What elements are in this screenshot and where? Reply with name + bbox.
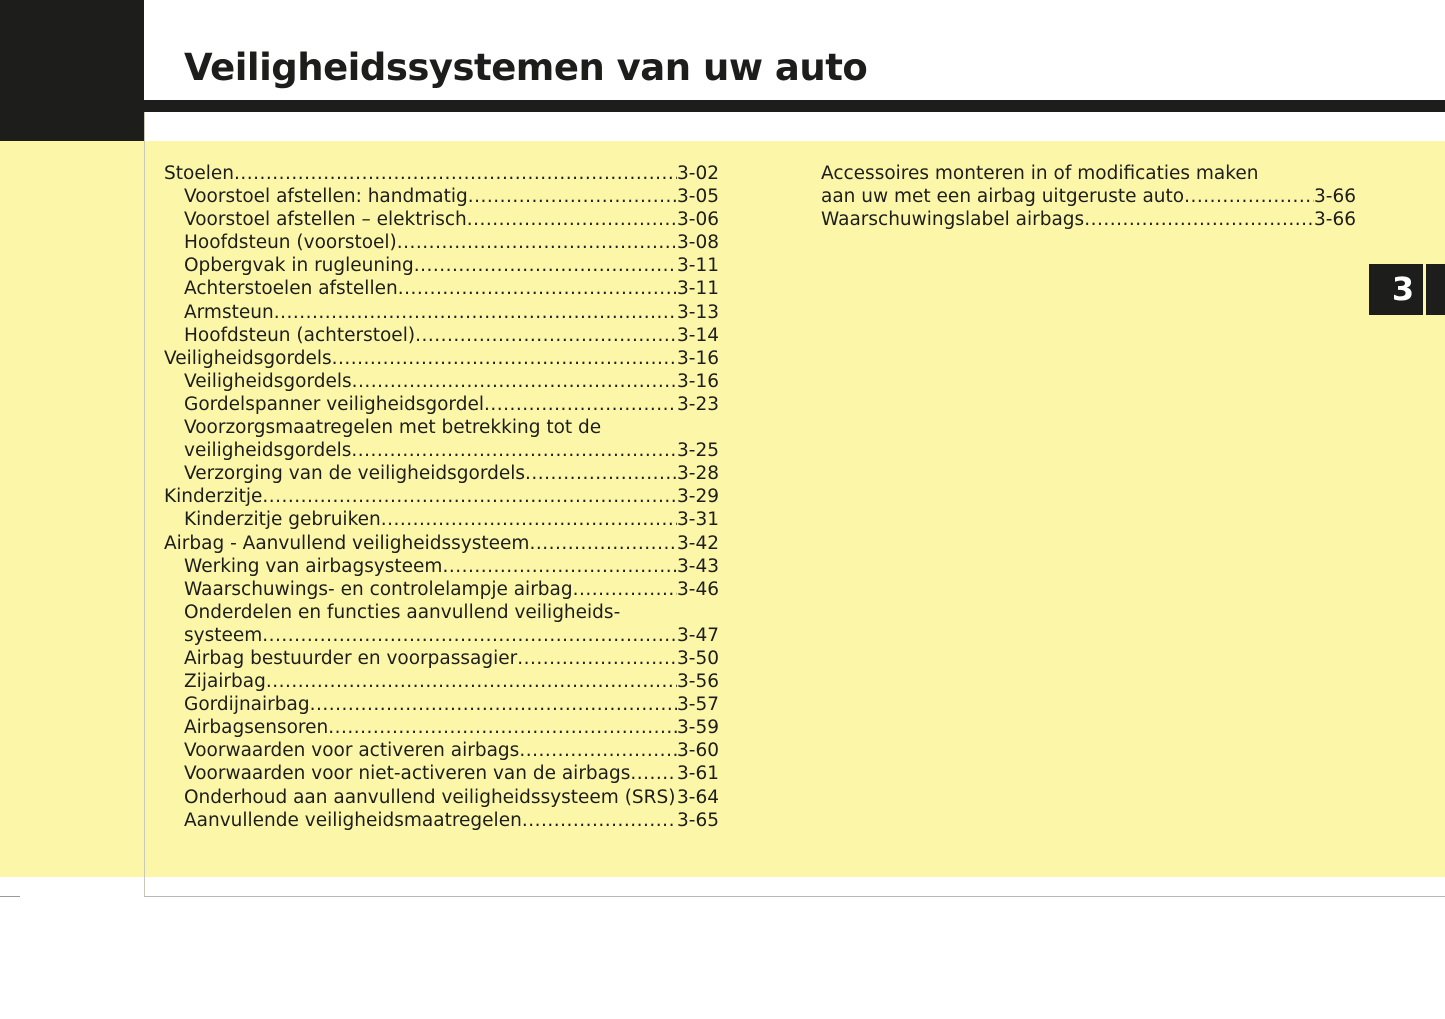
toc-entry[interactable] bbox=[164, 555, 719, 578]
toc-entry-title: Veiligheidsgordels bbox=[184, 370, 352, 392]
toc-entry-page: 3-23 bbox=[677, 393, 719, 415]
toc-entry[interactable] bbox=[164, 162, 719, 185]
toc-entry-title: veiligheidsgordels bbox=[184, 440, 352, 462]
toc-entry-page: 3-06 bbox=[677, 209, 719, 231]
toc-entry-title: Voorwaarden voor niet-activeren van de airbags bbox=[184, 763, 631, 785]
toc-column-left bbox=[164, 162, 719, 832]
toc-leader-dots bbox=[332, 347, 677, 370]
toc-entry-title: Voorstoel afstellen – elektrisch bbox=[184, 209, 467, 231]
toc-entry-page: 3-16 bbox=[677, 347, 719, 369]
toc-entry-page: 3-05 bbox=[677, 186, 719, 208]
toc-entry-page: 3-64 bbox=[677, 786, 719, 808]
toc-entry-page: 3-46 bbox=[677, 578, 719, 600]
toc-leader-dots bbox=[484, 393, 677, 416]
toc-leader-dots bbox=[1184, 185, 1314, 208]
toc-entry-title: Gordijnairbag bbox=[184, 694, 310, 716]
toc-entry-title: Verzorging van de veiligheidsgordels bbox=[184, 463, 526, 485]
toc-entry-title: Airbagsensoren bbox=[184, 717, 329, 739]
toc-entry[interactable] bbox=[164, 277, 719, 300]
chapter-tab-notch bbox=[1423, 264, 1426, 315]
toc-leader-dots bbox=[274, 301, 677, 324]
toc-leader-dots bbox=[519, 739, 677, 762]
toc-entry-title: Onderhoud aan aanvullend veiligheidssysteem (SRS) bbox=[184, 786, 676, 808]
toc-leader-dots bbox=[442, 555, 677, 578]
toc-leader-dots bbox=[415, 324, 677, 347]
bottom-rule bbox=[144, 896, 1445, 897]
toc-entry-page: 3-57 bbox=[677, 694, 719, 716]
toc-leader-dots bbox=[262, 624, 677, 647]
toc-entry-title: Armsteun bbox=[184, 301, 274, 323]
toc-entry[interactable] bbox=[164, 508, 719, 531]
toc-entry-page: 3-59 bbox=[677, 717, 719, 739]
toc-entry-page: 3-65 bbox=[677, 809, 719, 831]
toc-entry-title: Waarschuwingslabel airbags bbox=[821, 209, 1085, 231]
toc-entry-page: 3-31 bbox=[677, 509, 719, 531]
toc-entry-title: Hoofdsteun (achterstoel) bbox=[184, 324, 416, 346]
toc-leader-dots bbox=[1084, 208, 1314, 231]
toc-entry-title: aan uw met een airbag uitgeruste auto bbox=[821, 186, 1185, 208]
toc-leader-dots bbox=[310, 693, 677, 716]
toc-entry-title: Werking van airbagsysteem bbox=[184, 555, 443, 577]
toc-entry-page: 3-25 bbox=[677, 440, 719, 462]
corner-block bbox=[0, 0, 144, 141]
toc-leader-dots bbox=[328, 716, 677, 739]
toc-entry[interactable] bbox=[164, 670, 719, 693]
toc-entry-line: Onderdelen en functies aanvullend veiligheids- bbox=[184, 601, 621, 623]
toc-leader-dots bbox=[262, 485, 677, 508]
toc-entry[interactable] bbox=[164, 370, 719, 393]
toc-leader-dots bbox=[234, 162, 677, 185]
toc-entry-page: 3-28 bbox=[677, 463, 719, 485]
toc-entry-page: 3-11 bbox=[677, 255, 719, 277]
toc-entry[interactable] bbox=[164, 809, 719, 832]
toc-entry[interactable] bbox=[164, 647, 719, 670]
toc-entry-page: 3-14 bbox=[677, 324, 719, 346]
toc-entry-page: 3-02 bbox=[677, 163, 719, 184]
toc-entry-page: 3-43 bbox=[677, 555, 719, 577]
toc-entry[interactable] bbox=[164, 786, 719, 809]
toc-entry-page: 3-60 bbox=[677, 740, 719, 762]
left-margin-band bbox=[0, 141, 144, 877]
toc-entry-line: Accessoires monteren in of modificaties maken bbox=[821, 163, 1259, 184]
header-rule bbox=[144, 100, 1445, 112]
toc-entry-title: Kinderzitje gebruiken bbox=[184, 509, 381, 531]
toc-entry-page: 3-08 bbox=[677, 232, 719, 254]
toc-leader-dots bbox=[381, 508, 677, 531]
toc-leader-dots bbox=[468, 185, 677, 208]
toc-entry[interactable] bbox=[164, 231, 719, 254]
toc-entry[interactable] bbox=[164, 301, 719, 324]
toc-entry-title: Voorwaarden voor activeren airbags bbox=[184, 740, 520, 762]
toc-entry-title: Achterstoelen afstellen bbox=[184, 278, 398, 300]
bottom-rule-left bbox=[0, 896, 20, 897]
toc-entry-page: 3-47 bbox=[677, 624, 719, 646]
toc-entry-title: Aanvullende veiligheidsmaatregelen bbox=[184, 809, 522, 831]
page-title: Veiligheidssystemen van uw auto bbox=[184, 46, 868, 89]
toc-entry-title: Kinderzitje bbox=[164, 486, 263, 508]
toc-entry-page: 3-13 bbox=[677, 301, 719, 323]
toc-entry-page: 3-61 bbox=[677, 763, 719, 785]
toc-entry-page: 3-11 bbox=[677, 278, 719, 300]
toc-entry[interactable] bbox=[164, 485, 719, 508]
chapter-tab bbox=[1369, 264, 1445, 315]
toc-entry[interactable] bbox=[164, 185, 719, 208]
toc-entry-page: 3-66 bbox=[1314, 209, 1356, 231]
toc-entry[interactable] bbox=[821, 208, 1356, 231]
toc-leader-dots bbox=[397, 231, 677, 254]
toc-leader-dots bbox=[467, 208, 677, 231]
toc-entry-page: 3-66 bbox=[1314, 186, 1356, 208]
toc-leader-dots bbox=[573, 578, 677, 601]
toc-entry[interactable] bbox=[821, 185, 1356, 208]
toc-entry-line: Voorzorgsmaatregelen met betrekking tot de bbox=[184, 417, 602, 439]
toc-entry-page: 3-29 bbox=[677, 486, 719, 508]
toc-entry-page: 3-56 bbox=[677, 671, 719, 693]
toc-entry-title: Voorstoel afstellen: handmatig bbox=[184, 186, 468, 208]
toc-leader-dots bbox=[352, 370, 677, 393]
toc-entry-title: Hoofdsteun (voorstoel) bbox=[184, 232, 397, 254]
toc-leader-dots bbox=[351, 439, 677, 462]
toc-entry[interactable] bbox=[164, 208, 719, 231]
toc-entry[interactable] bbox=[164, 439, 719, 462]
toc-entry-page: 3-50 bbox=[677, 647, 719, 669]
chapter-number: 3 bbox=[1391, 270, 1415, 308]
toc-leader-dots bbox=[414, 254, 677, 277]
toc-leader-dots bbox=[630, 762, 677, 785]
toc-entry[interactable] bbox=[164, 739, 719, 762]
toc-entry[interactable] bbox=[164, 347, 719, 370]
toc-leader-dots bbox=[522, 809, 677, 832]
toc-entry-title: Stoelen bbox=[164, 163, 234, 184]
toc-entry-title: Waarschuwings- en controlelampje airbag bbox=[184, 578, 573, 600]
toc-entry[interactable] bbox=[164, 532, 719, 555]
toc-leader-dots bbox=[398, 277, 677, 300]
toc-entry-title: Airbag bestuurder en voorpassagier bbox=[184, 647, 518, 669]
toc-entry-title: Zijairbag bbox=[184, 671, 266, 693]
toc-leader-dots bbox=[529, 532, 677, 555]
toc-entry-title: systeem bbox=[184, 624, 263, 646]
toc-entry-title: Gordelspanner veiligheidsgordel bbox=[184, 393, 484, 415]
toc-entry[interactable] bbox=[164, 624, 719, 647]
toc-entry-page: 3-16 bbox=[677, 370, 719, 392]
toc-entry-title: Airbag - Aanvullend veiligheidssysteem bbox=[164, 532, 530, 554]
toc-leader-dots bbox=[266, 670, 677, 693]
toc-entry[interactable] bbox=[164, 462, 719, 485]
margin-rule bbox=[144, 112, 145, 897]
toc-entry[interactable] bbox=[164, 716, 719, 739]
toc-leader-dots bbox=[517, 647, 677, 670]
toc-entry[interactable] bbox=[164, 693, 719, 716]
toc-entry-title: Veiligheidsgordels bbox=[164, 347, 332, 369]
toc-entry[interactable] bbox=[164, 254, 719, 277]
toc-entry[interactable] bbox=[164, 393, 719, 416]
toc-entry[interactable] bbox=[164, 762, 719, 785]
toc-column-right bbox=[821, 162, 1356, 231]
toc-entry-title: Opbergvak in rugleuning bbox=[184, 255, 414, 277]
toc-leader-dots bbox=[525, 462, 677, 485]
toc-entry[interactable] bbox=[164, 578, 719, 601]
toc-entry[interactable] bbox=[164, 324, 719, 347]
toc-entry-page: 3-42 bbox=[677, 532, 719, 554]
